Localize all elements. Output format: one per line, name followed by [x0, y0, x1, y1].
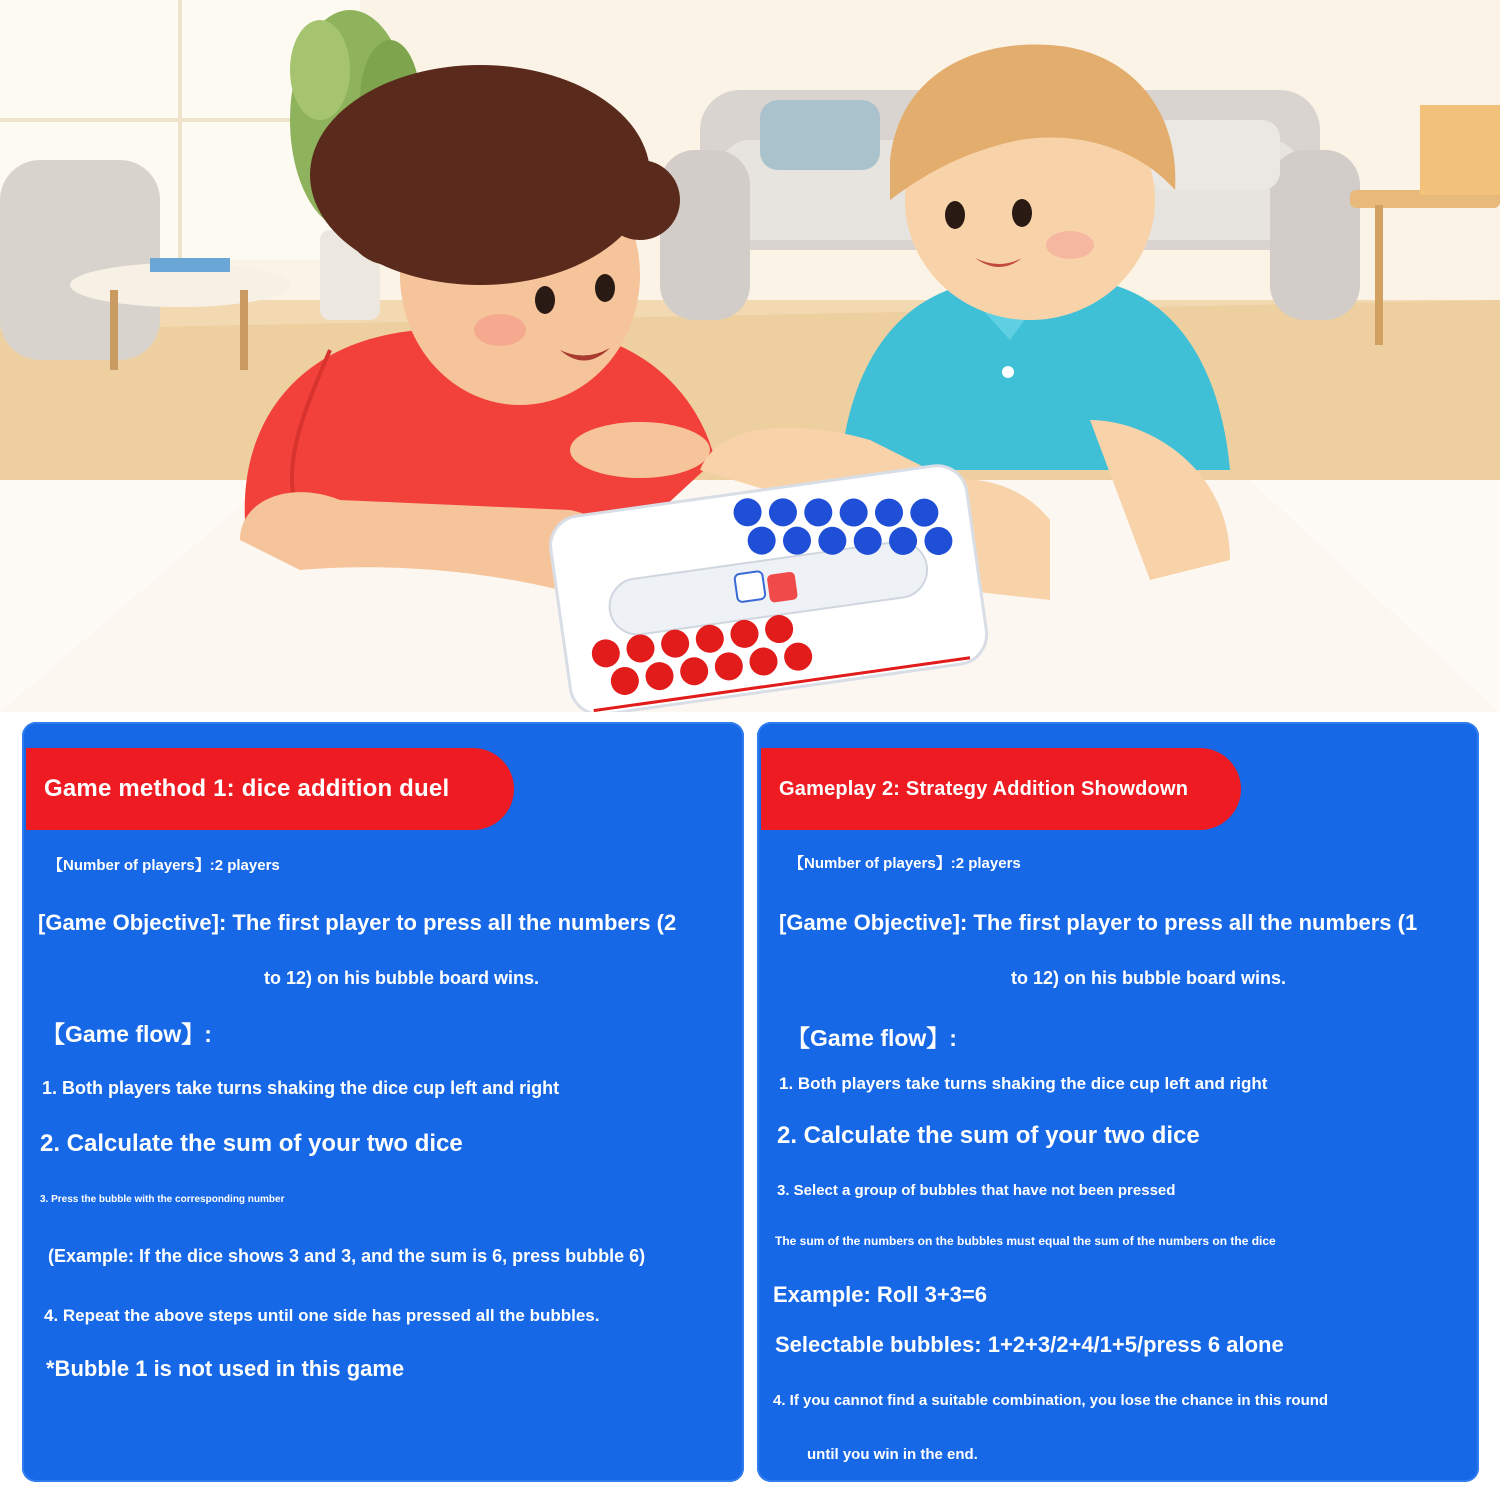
- step-3: 3. Select a group of bubbles that have not been pressed: [777, 1182, 1176, 1199]
- step-4: 4. Repeat the above steps until one side has pressed all the bubbles.: [44, 1306, 600, 1325]
- game-flow-heading: 【Game flow】:: [42, 1021, 212, 1047]
- sum-rule: The sum of the numbers on the bubbles must equal the sum of the numbers on the dice: [775, 1234, 1276, 1248]
- step-3: 3. Press the bubble with the corresponding number: [40, 1194, 285, 1205]
- step-2: 2. Calculate the sum of your two dice: [777, 1122, 1200, 1149]
- example-text: (Example: If the dice shows 3 and 3, and the sum is 6, press bubble 6): [48, 1246, 646, 1266]
- example-roll: Example: Roll 3+3=6: [773, 1282, 987, 1307]
- step-1: 1. Both players take turns shaking the dice cup left and right: [779, 1074, 1268, 1093]
- game-objective-line-1: [Game Objective]: The first player to press all the numbers (1: [779, 910, 1418, 935]
- panel-2-title-banner: Gameplay 2: Strategy Addition Showdown: [761, 748, 1241, 830]
- game-objective-line-2: to 12) on his bubble board wins.: [264, 968, 540, 988]
- step-2: 2. Calculate the sum of your two dice: [40, 1130, 463, 1157]
- bubble-note: *Bubble 1 is not used in this game: [46, 1356, 405, 1381]
- game-objective-line-1: [Game Objective]: The first player to press all the numbers (2: [38, 910, 677, 935]
- selectable-bubbles: Selectable bubbles: 1+2+3/2+4/1+5/press 6 alone: [775, 1332, 1284, 1357]
- game-objective-line-2: to 12) on his bubble board wins.: [1011, 968, 1287, 988]
- gameplay-2-panel: [757, 722, 1479, 1482]
- kids-playing-illustration: [0, 0, 1500, 712]
- step-1: 1. Both players take turns shaking the dice cup left and right: [42, 1078, 560, 1098]
- step-4-continued: until you win in the end.: [807, 1446, 978, 1463]
- step-4: 4. If you cannot find a suitable combination, you lose the chance in this round: [773, 1392, 1329, 1409]
- game-flow-heading: 【Game flow】:: [787, 1025, 957, 1051]
- players-count: 【Number of players】:2 players: [789, 855, 1021, 872]
- game-method-1-panel: [22, 722, 744, 1482]
- panel-1-title-banner: Game method 1: dice addition duel: [26, 748, 514, 830]
- players-count: 【Number of players】:2 players: [48, 857, 280, 874]
- illustration-scene: [0, 0, 1500, 712]
